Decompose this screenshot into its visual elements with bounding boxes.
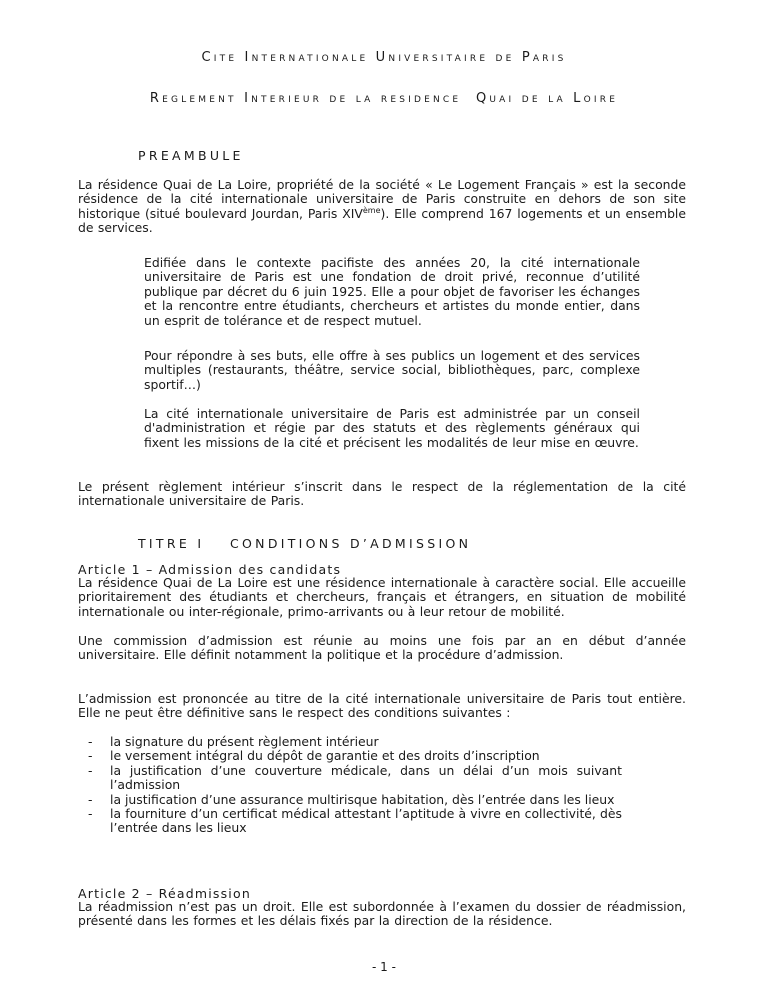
titre-label: CONDITIONS D’ADMISSION <box>230 536 472 551</box>
preamble-paragraph-2: Pour répondre à ses buts, elle offre à ses publics un logement et des services multiples (restaurants, théâtre, service social, bibliothèques, parc, complexe sportif…) <box>144 348 640 392</box>
preamble-intro-text: La résidence Quai de La Loire, propriété de la société « Le Logement Français » est la seconde résidence de la cité internationale universitaire de Paris construite en dehors de son site historique (situé boulevard Jourdan, Paris XIV <box>78 177 686 221</box>
article-1-title: Article 1 – Admission des candidats <box>78 562 342 577</box>
preamble-closing: Le présent règlement intérieur s’inscrit dans le respect de la réglementation de la cité internationale universitaire de Paris. <box>78 479 686 509</box>
preamble-paragraph-1: Edifiée dans le contexte pacifiste des années 20, la cité internationale universitaire de Paris est une fondation de droit privé, reconnue d’utilité publique par décret du 6 juin 1925. Elle a pour objet de favoriser les échanges et la rencontre entre étudiants, chercheurs et artistes du monde entier, dans un esprit de tolérance et de respect mutuel. <box>144 255 640 328</box>
titre-number: TITRE I <box>138 536 205 551</box>
institution-title: Cite Internationale Universitaire de Paris <box>201 50 567 65</box>
list-item: - le versement intégral du dépôt de garantie et des droits d’inscription <box>78 749 622 763</box>
page-number: - 1 - <box>372 960 396 974</box>
admission-conditions-list <box>78 735 686 836</box>
article-1-paragraph-3: L’admission est prononcée au titre de la cité internationale universitaire de Paris tout entière. Elle ne peut être définitive sans le respect des conditions suivantes : <box>78 691 686 721</box>
list-item: - la justification d’une assurance multirisque habitation, dès l’entrée dans les lieux <box>78 793 622 807</box>
preamble-intro-end: ). Elle comprend 167 logements et un ensemble de services. <box>78 205 686 236</box>
list-item: - la signature du présent règlement intérieur <box>78 735 622 749</box>
list-item: - la fourniture d’un certificat médical attestant l’aptitude à vivre en collectivité, dès l’entrée dans les lieux <box>78 807 622 836</box>
preamble-paragraph-3: La cité internationale universitaire de Paris est administrée par un conseil d'administration et régie par des statuts et des règlements généraux qui fixent les missions de la cité et précisent les modalités de leur mise en œuvre. <box>144 406 640 450</box>
preamble-intro <box>78 178 686 236</box>
list-item: - la justification d’une couverture médicale, dans un délai d’un mois suivant l’admission <box>78 764 622 793</box>
article-1-paragraph-1: La résidence Quai de La Loire est une résidence internationale à caractère social. Elle accueille prioritairement des étudiants et chercheurs, français et étrangers, en situation de mobilité internationale ou inter-régionale, primo-arrivants ou à leur retour de mobilité. <box>78 575 686 619</box>
article-2-title: Article 2 – Réadmission <box>78 886 251 901</box>
ordinal-superscript: ème <box>362 205 381 215</box>
article-1-paragraph-2: Une commission d’admission est réunie au moins une fois par an en début d’année universitaire. Elle définit notamment la politique et la procédure d’admission. <box>78 633 686 663</box>
preamble-heading: PREAMBULE <box>138 148 244 163</box>
article-2-paragraph-1: La réadmission n’est pas un droit. Elle est subordonnée à l’examen du dossier de réadmission, présenté dans les formes et les délais fixés par la direction de la résidence. <box>78 899 686 929</box>
document-title: Reglement Interieur de la residence Quai de la Loire <box>149 91 619 106</box>
